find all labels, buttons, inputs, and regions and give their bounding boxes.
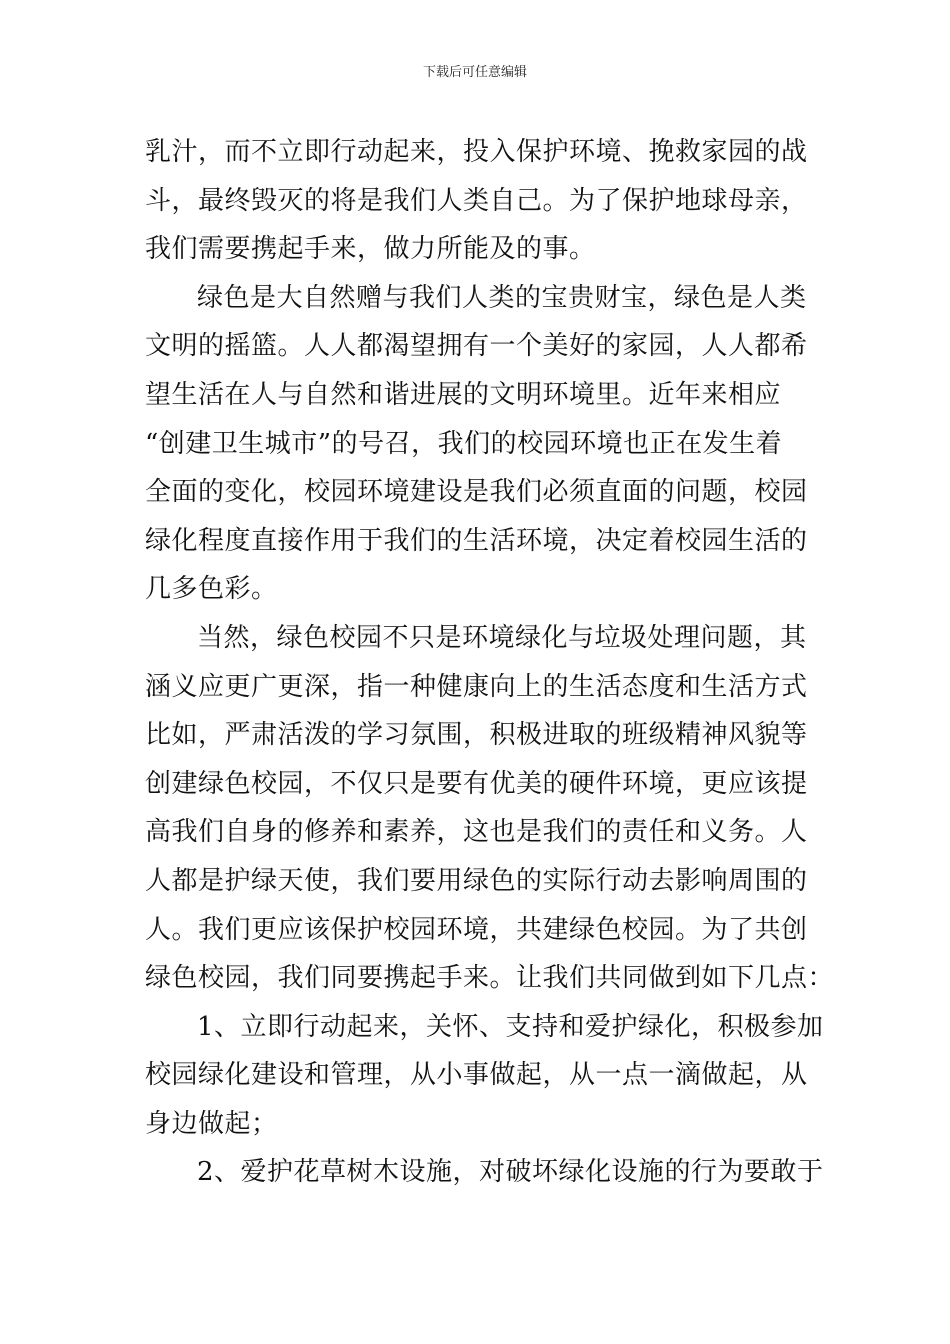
text-line: 乳汁，而不立即行动起来，投入保护环境、挽救家园的战 [145,137,808,167]
text-line: 文明的摇篮。人人都渴望拥有一个美好的家园，人人都希 [145,331,808,362]
text-line: 斗，最终毁灭的将是我们人类自己。为了保护地球母亲， [145,185,808,216]
text-line: 我们需要携起手来，做力所能及的事。 [145,234,596,265]
text-line: 绿色是大自然赠与我们人类的宝贵财宝，绿色是人类 [197,282,807,313]
text-line: 校园绿化建设和管理，从小事做起，从一点一滴做起，从 [145,1060,808,1091]
text-line: 创建绿色校园，不仅只是要有优美的硬件环境，更应该提 [145,768,808,799]
paragraph-5 [145,1148,824,1197]
text-line: 人都是护绿天使，我们要用绿色的实际行动去影响周围的 [145,865,808,896]
text-line: 比如，严肃活泼的学习氛围，积极进取的班级精神风貌等 [145,720,808,751]
paragraph-4 [145,1003,824,1149]
document-body [145,128,835,1197]
text-line: 1、立即行动起来，关怀、支持和爱护绿化，积极参加 [197,1011,824,1042]
text-line: 当然，绿色校园不只是环境绿化与垃圾处理问题，其 [197,622,807,653]
text-line: 人。我们更应该保护校园环境，共建绿色校园。为了共创 [145,914,808,945]
paragraph-3 [145,614,835,1003]
paragraph-2 [145,274,807,614]
text-line: “创建卫生城市”的号召，我们的校园环境也正在发生着 [145,428,783,459]
text-line: 绿化程度直接作用于我们的生活环境，决定着校园生活的 [145,525,808,556]
text-line: 高我们自身的修养和素养，这也是我们的责任和义务。人 [145,817,808,848]
text-line: 身边做起； [145,1108,278,1139]
text-line: 望生活在人与自然和谐进展的文明环境里。近年来相应 [145,379,782,410]
text-line: 涵义应更广更深，指一种健康向上的生活态度和生活方式 [145,671,808,702]
text-line: 绿色校园，我们同要携起手来。让我们共同做到如下几点： [145,963,835,994]
text-line: 几多色彩。 [145,574,278,605]
text-line: 2、爱护花草树木设施，对破坏绿化设施的行为要敢于 [197,1157,824,1188]
page-header: 下载后可任意编辑 [422,65,527,80]
text-line: 全面的变化，校园环境建设是我们必须直面的问题，校园 [145,477,808,508]
paragraph-1 [145,128,807,274]
